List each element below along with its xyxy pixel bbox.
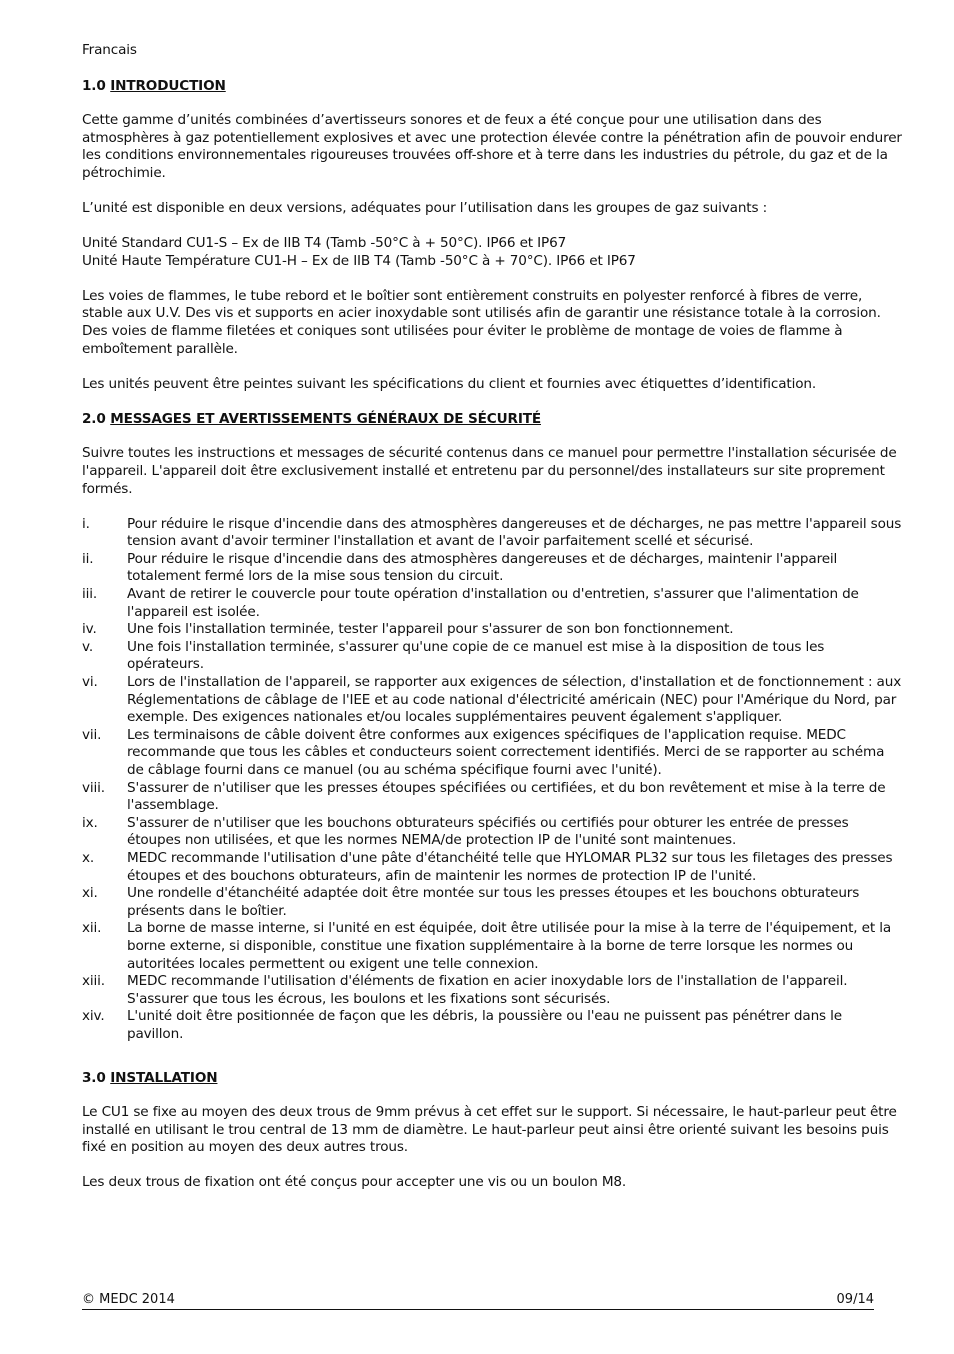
list-item — [82, 674, 902, 727]
list-item — [82, 621, 902, 639]
section-title: MESSAGES ET AVERTISSEMENTS GÉNÉRAUX DE SÉCURITÉ — [110, 410, 541, 427]
list-item — [82, 1008, 902, 1043]
list-item-number: xii. — [82, 920, 102, 937]
list-item-number: v. — [82, 638, 94, 655]
list-item-text: Avant de retirer le couvercle pour toute opération d'installation ou d'entretien, s'assurer que l'alimentation de l'appareil est isolée. — [127, 586, 859, 620]
section-title: INTRODUCTION — [110, 77, 226, 94]
document-page — [82, 42, 902, 1209]
list-item-text: MEDC recommande l'utilisation d'éléments de fixation en acier inoxydable lors de l'installation de l'appareil. S'assurer que tous les écrous, les boulons et les fixations sont sécurisés. — [127, 973, 848, 1007]
list-item-text: Une fois l'installation terminée, s'assurer qu'une copie de ce manuel est mise à la disposition de tous les opérateurs. — [127, 638, 825, 673]
list-item — [82, 727, 902, 780]
list-item-number: ii. — [82, 550, 94, 567]
installation-paragraph-1: Le CU1 se fixe au moyen des deux trous de 9mm prévus à cet effet sur le support. Si nécessaire, le haut-parleur peut être installé en utilisant le trou central de 13 mm de diamètre. Le haut-parleur peut ainsi être orienté suivant les besoins puis fixé en position au moyen des deux autres trous. — [82, 1104, 897, 1156]
section-heading-installation — [82, 1070, 902, 1088]
section-title: INSTALLATION — [110, 1069, 218, 1086]
installation-paragraph-2: Les deux trous de fixation ont été conçus pour accepter une vis ou un boulon M8. — [82, 1174, 627, 1191]
list-item — [82, 815, 902, 850]
list-item-number: vii. — [82, 726, 102, 743]
list-item-text: S'assurer de n'utiliser que les bouchons obturateurs spécifiés ou certifiés pour obturer les entrée de presses étoupes non utilisées, et que les normes NEMA/de protection IP de l'unité sont maintenues. — [127, 814, 849, 849]
list-item-text: Une fois l'installation terminée, tester l'appareil pour s'assurer de son bon fonctionnement. — [127, 621, 734, 638]
safety-paragraph-1: Suivre toutes les instructions et messages de sécurité contenus dans ce manuel pour permettre l'installation sécurisée de l'appareil. L'appareil doit être exclusivement installé et entretenu par du personnel/des installateurs sur site proprement formés. — [82, 445, 897, 497]
page-footer — [82, 1292, 874, 1310]
version-high-temperature: Unité Haute Température CU1-H – Ex de IIB T4 (Tamb -50°C à + 70°C). IP66 et IP67 — [82, 252, 636, 269]
list-item — [82, 885, 902, 920]
list-item-number: iv. — [82, 621, 97, 638]
list-item — [82, 516, 902, 551]
list-item-text: MEDC recommande l'utilisation d'une pâte d'étanchéité telle que HYLOMAR PL32 sur tous les filetages des presses étoupes et des bouchons obturateurs, afin de maintenir les normes de protection IP de l'unité. — [127, 849, 893, 884]
list-item-number: viii. — [82, 779, 105, 796]
list-item-number: i. — [82, 515, 90, 532]
list-item-number: iii. — [82, 586, 98, 603]
list-item-text: Lors de l'installation de l'appareil, se rapporter aux exigences de sélection, d'installation et de fonctionnement : aux Réglementations de câblage de l'IEE et au code national d'électricité américain (NEC) pour l'Amérique du Nord, par exemple. Des exigences nationales et/ou locales supplémentaires peuvent également s'appliquer. — [127, 674, 902, 726]
list-item-text: Les terminaisons de câble doivent être conformes aux exigences spécifiques de l'application requise. MEDC recommande que tous les câbles et conducteurs soient correctement identifiés. Merci de se rapporter au schéma de câblage fourni dans ce manuel (ou au schéma spécifique fourni avec l'unité). — [127, 726, 885, 778]
list-item — [82, 973, 902, 1008]
version-standard: Unité Standard CU1-S – Ex de IIB T4 (Tamb -50°C à + 50°C). IP66 et IP67 — [82, 235, 567, 252]
list-item-text: Pour réduire le risque d'incendie dans des atmosphères dangereuses et de décharges, ne pas mettre l'appareil sous tension avant d'avoir terminer l'installation et avant de l'avoir parfaitement scellé et sécurisé. — [127, 515, 902, 550]
list-item-text: Une rondelle d'étanchéité adaptée doit être montée sur tous les presses étoupes et les bouchons obturateurs présents dans le boîtier. — [127, 885, 860, 919]
list-item-text: Pour réduire le risque d'incendie dans des atmosphères dangereuses et de décharges, maintenir l'appareil totalement fermé lors de la mise sous tension du circuit. — [127, 550, 838, 585]
intro-paragraph-4: Les unités peuvent être peintes suivant les spécifications du client et fournies avec étiquettes d’identification. — [82, 375, 817, 392]
safety-list — [82, 516, 902, 1044]
list-item-text: L'unité doit être positionnée de façon que les débris, la poussière ou l'eau ne puissent pas pénétrer dans le pavillon. — [127, 1008, 842, 1042]
list-item — [82, 639, 902, 674]
intro-paragraph-1: Cette gamme d’unités combinées d’avertisseurs sonores et de feux a été conçue pour une utilisation dans des atmosphères à gaz potentiellement explosives et avec une protection élevée contre la pénétration afin de pouvoir endurer les conditions environnementales rigoureuses trouvées off-shore et à terre dans les industries du pétrole, du gaz et de la pétrochimie. — [82, 112, 902, 181]
section-heading-safety — [82, 411, 902, 429]
intro-paragraph-3: Les voies de flammes, le tube rebord et le boîtier sont entièrement construits en polyester renforcé à fibres de verre, stable aux U.V. Des vis et supports en acier inoxydable sont utilisés afin de garantir une résistance totale à la corrosion. Des voies de flamme filetées et coniques sont utilisées pour éviter le problème de montage de voies de flamme à emboîtement parallèle. — [82, 287, 881, 357]
section-number: 1.0 — [82, 77, 106, 94]
list-item-text: S'assurer de n'utiliser que les presses étoupes spécifiées ou certifiées, et du bon revêtement et mise à la terre de l'assemblage. — [127, 779, 886, 814]
section-number: 3.0 — [82, 1069, 106, 1086]
section-number: 2.0 — [82, 410, 106, 427]
list-item — [82, 850, 902, 885]
list-item — [82, 586, 902, 621]
list-item-number: x. — [82, 849, 95, 866]
list-item-number: ix. — [82, 814, 98, 831]
list-item — [82, 551, 902, 586]
list-item — [82, 920, 902, 973]
list-item-number: xiv. — [82, 1008, 105, 1025]
footer-copyright: © MEDC 2014 — [82, 1292, 175, 1307]
section-heading-introduction — [82, 78, 902, 96]
footer-date: 09/14 — [836, 1292, 874, 1307]
list-item-number: xi. — [82, 885, 98, 902]
list-item — [82, 780, 902, 815]
list-item-text: La borne de masse interne, si l'unité en est équipée, doit être utilisée pour la mise à la terre de l'équipement, et la borne externe, si disponible, constitue une fixation supplémentaire à la borne de terre lorsque les normes ou autoritées locales permettent ou exigent une telle connexion. — [127, 920, 892, 972]
list-item-number: vi. — [82, 674, 98, 691]
intro-paragraph-2: L’unité est disponible en deux versions, adéquates pour l’utilisation dans les groupes de gaz suivants : — [82, 200, 768, 217]
language-label: Francais — [82, 42, 137, 58]
list-item-number: xiii. — [82, 973, 105, 990]
